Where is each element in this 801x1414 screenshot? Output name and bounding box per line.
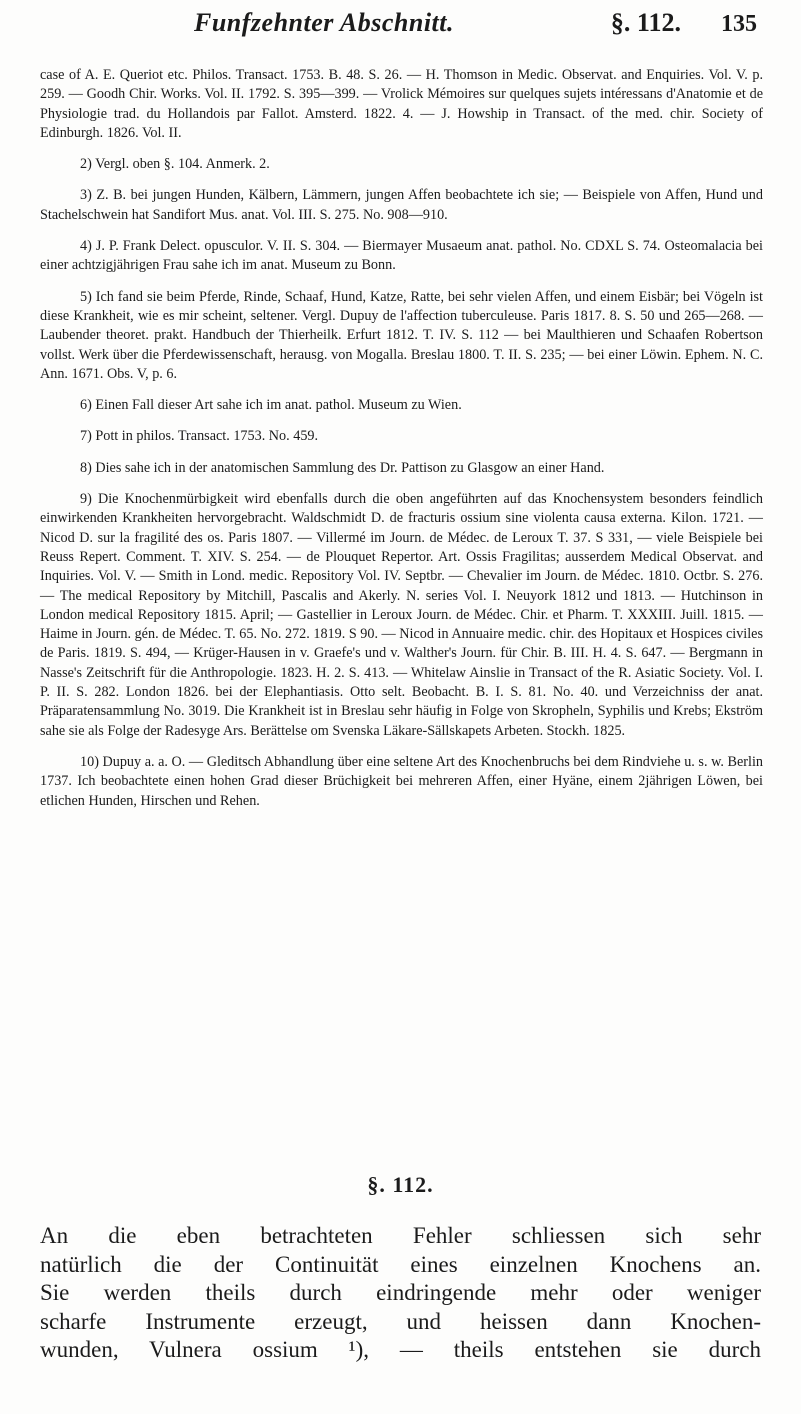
- page-header: [84, 8, 757, 58]
- body-line: natürlich die der Continuität eines einzelnen Knochens an.: [40, 1251, 761, 1277]
- body-line: Sie werden theils durch eindringende mehr oder weniger: [40, 1280, 761, 1305]
- footnote-7: 7) Pott in philos. Transact. 1753. No. 459.: [80, 428, 319, 445]
- footnote-4: 4) J. P. Frank Delect. opusculor. V. II. S. 304. — Biermayer Musaeum anat. pathol. No. CDXL S. 74. Osteomalacia bei einer achtzigjährigen Frau sahe ich im anat. Museum zu Bonn.: [40, 238, 763, 274]
- footnote-5: 5) Ich fand sie beim Pferde, Rinde, Schaaf, Hund, Katze, Ratte, bei sehr vielen Affen, und einem Eisbär; bei Vögeln ist diese Krankheit, wie es mir scheint, seltener. Vergl. Dupuy de l'affection tuberculeuse. Paris 1817. 8. S. 50 und 265—268. — Laubender theoret. prakt. Handbuch der Thierheilk. Erfurt 1812. T. IV. S. 112 — bei Maulthieren und Schaafen Robertson vollst. Werk über die Pferdewissenschaft, herausg. von Mogalla. Breslau 1800. T. II. S. 235; — bei einer Löwin. Ephem. N. C. Ann. 1671. Obs. V, p. 6.: [40, 288, 763, 382]
- footnote-8: 8) Dies sahe ich in der anatomischen Sammlung des Dr. Pattison zu Glasgow an einer Hand.: [80, 459, 605, 476]
- footnote-6: 6) Einen Fall dieser Art sahe ich im anat. pathol. Museum zu Wien.: [80, 397, 462, 414]
- footnote-2: 2) Vergl. oben §. 104. Anmerk. 2.: [80, 156, 270, 173]
- footnote-3: 3) Z. B. bei jungen Hunden, Kälbern, Lämmern, jungen Affen beobachtete ich sie; — Beispiele von Affen, Hund und Stachelschwein hat Sandifort Mus. anat. Vol. III. S. 275. No. 908—910.: [40, 187, 763, 223]
- section-heading: §. 112.: [367, 1172, 434, 1197]
- running-title: Funfzehnter Abschnitt.: [194, 8, 455, 37]
- page-number: 135: [721, 11, 757, 37]
- footnote-9: 9) Die Knochenmürbigkeit wird ebenfalls durch die oben angeführten auf das Knochensystem besonders feindlich einwirkenden Krankheiten hervorgebracht. Waldschmidt D. de fracturis ossium sine violenta causa externa. Kilon. 1721. — Nicod D. sur la fragilité des os. Paris 1807. — Villermé im Journ. de Médec. de Leroux T. 37. S 331, — viele Beispiele bei Reuss Repert. Comment. T. XIV. S. 254. — de Plouquet Repertor. Art. Ossis Fragilitas; ausserdem Medical Observat. and Inquiries. Vol. V. — Smith in Lond. medic. Repository Vol. IV. Septbr. — Chevalier im Journ. de Médec. 1810. Octbr. S. 276. — The medical Repository by Mitchill, Pascalis and Akerly. N. series Vol. I. Neuyork 1812 und 1813. — Hutchinson in London medical Repository 1815. April; — Gastellier in Leroux Journ. de Médec. Chir. et Pharm. T. XXXIII. Juill. 1815. — Haime in Journ. gén. de Médec. T. 65. No. 272. 1819. S 90. — Nicod in Annuaire medic. chir. des Hopitaux et Hospices civiles de Paris. 1819. S. 494, — Krüger-Hausen in v. Graefe's und v. Walther's Journ. für Chir. B. III. H. 4. S. 647. — Bergmann in Nasse's Zeitschrift für die Anthropologie. 1823. H. 2. S. 413. — Whitelaw Ainslie in Transact of the R. Asiatic Society. Vol. I. P. II. S. 282. London 1826. bei der Elephantiasis. Otto selt. Beobacht. B. I. S. 81. No. 40. und Verzeichniss der anat. Präparatensammlung No. 3019. Die Krankheit ist in Breslau sehr häufig in Folge von Skropheln, Syphilis und Krebs; Ekström sahe sie als Folge der Radesyge Ars. Berättelse om Svenska Läkare-Sällskapets Arbeten. Stockh. 1825.: [40, 491, 763, 739]
- footnote-10: 10) Dupuy a. a. O. — Gleditsch Abhandlung über eine seltene Art des Knochenbruchs bei dem Rindviehe u. s. w. Berlin 1737. Ich beobachtete einen hohen Grad dieser Brüchigkeit bei mehreren Affen, einer Hyäne, einem 2jährigen Löwen, bei etlichen Hunden, Hirschen und Rehen.: [40, 753, 763, 809]
- body-line: An die eben betrachteten Fehler schliessen sich sehr: [40, 1223, 761, 1248]
- section-body: [40, 1222, 761, 1365]
- footnote-continuation: case of A. E. Queriot etc. Philos. Transact. 1753. B. 48. S. 26. — H. Thomson in Medic. Observat. and Enquiries. Vol. V. p. 259. — Goodh Chir. Works. Vol. II. 1792. S. 395—399. — Vrolick Mémoires sur quelques sujets intéressans d'Anatomie et de Physiologie trad. du Hollandois par Fallot. Amsterd. 1822. 4. — J. Howship in Transact. of the med. chir. Society of Edinburgh. 1826. Vol. II.: [40, 67, 763, 141]
- footnotes: [40, 66, 763, 823]
- body-line: wunden, Vulnera ossium ¹), — theils entstehen sie durch: [40, 1337, 761, 1362]
- body-line: scharfe Instrumente erzeugt, und heissen dann Knochen-: [40, 1308, 761, 1334]
- header-section-ref: §. 112.: [610, 8, 681, 37]
